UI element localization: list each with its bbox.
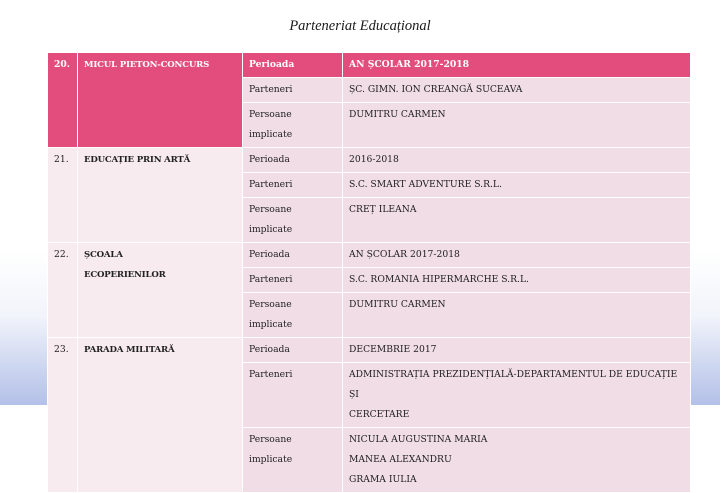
field-value xyxy=(343,363,691,428)
slide-title: Parteneriat Educațional xyxy=(289,18,431,34)
project-name-line: MICUL PIETON-CONCURS xyxy=(84,60,210,70)
field-label: Perioada xyxy=(243,148,343,173)
field-value xyxy=(343,268,691,293)
field-value-line: GRAMA IULIA xyxy=(349,474,417,485)
field-label: Persoane implicate xyxy=(243,293,343,338)
project-name xyxy=(78,338,243,493)
project-number: 22. xyxy=(48,243,78,338)
project-name xyxy=(78,148,243,243)
field-value xyxy=(343,198,691,243)
field-value-line: MANEA ALEXANDRU xyxy=(349,454,452,465)
field-label: Perioada xyxy=(243,243,343,268)
field-value xyxy=(343,53,691,78)
field-label: Parteneri xyxy=(243,173,343,198)
project-name-line: EDUCAȚIE PRIN ARTĂ xyxy=(84,155,191,165)
field-label: Parteneri xyxy=(243,363,343,428)
field-value xyxy=(343,338,691,363)
field-label: Perioada xyxy=(243,338,343,363)
field-value xyxy=(343,148,691,173)
field-label: Persoane implicate xyxy=(243,198,343,243)
field-value xyxy=(343,243,691,268)
table-row xyxy=(48,338,691,363)
field-label: Perioada xyxy=(243,53,343,78)
table-row xyxy=(48,148,691,173)
project-number: 21. xyxy=(48,148,78,243)
project-name-line: ECOPERIENILOR xyxy=(84,270,166,280)
table-row xyxy=(48,53,691,78)
field-value-line: NICULA AUGUSTINA MARIA xyxy=(349,434,488,445)
field-value-line: DUMITRU CARMEN xyxy=(349,299,446,310)
field-value xyxy=(343,103,691,148)
field-value-line: ȘC. GIMN. ION CREANGĂ SUCEAVA xyxy=(349,84,523,95)
field-value-line: CREȚ ILEANA xyxy=(349,204,417,215)
field-value-line: AN ȘCOLAR 2017-2018 xyxy=(349,249,460,260)
field-label: Persoane implicate xyxy=(243,103,343,148)
field-value xyxy=(343,428,691,493)
field-label: Parteneri xyxy=(243,268,343,293)
field-value-line: AN ȘCOLAR 2017-2018 xyxy=(349,59,470,70)
field-value xyxy=(343,293,691,338)
project-name xyxy=(78,243,243,338)
table-row xyxy=(48,243,691,268)
field-value-line: S.C. ROMANIA HIPERMARCHE S.R.L. xyxy=(349,274,529,285)
field-label: Parteneri xyxy=(243,78,343,103)
partnership-table xyxy=(47,52,691,493)
project-name-line: PARADA MILITARĂ xyxy=(84,345,175,355)
field-value-line: 2016-2018 xyxy=(349,154,399,165)
field-value-line: ADMINISTRAȚIA PREZIDENȚIALĂ-DEPARTAMENTUL DE EDUCAȚIE ȘI xyxy=(349,369,678,400)
field-label: Persoane implicate xyxy=(243,428,343,493)
project-name-line: ȘCOALA xyxy=(84,250,123,260)
field-value-line: DECEMBRIE 2017 xyxy=(349,344,437,355)
project-name xyxy=(78,53,243,148)
field-value-line: S.C. SMART ADVENTURE S.R.L. xyxy=(349,179,502,190)
field-value-line: DUMITRU CARMEN xyxy=(349,109,446,120)
field-value-line: CERCETARE xyxy=(349,409,410,420)
field-value xyxy=(343,173,691,198)
field-value xyxy=(343,78,691,103)
project-number: 23. xyxy=(48,338,78,493)
project-number: 20. xyxy=(48,53,78,148)
